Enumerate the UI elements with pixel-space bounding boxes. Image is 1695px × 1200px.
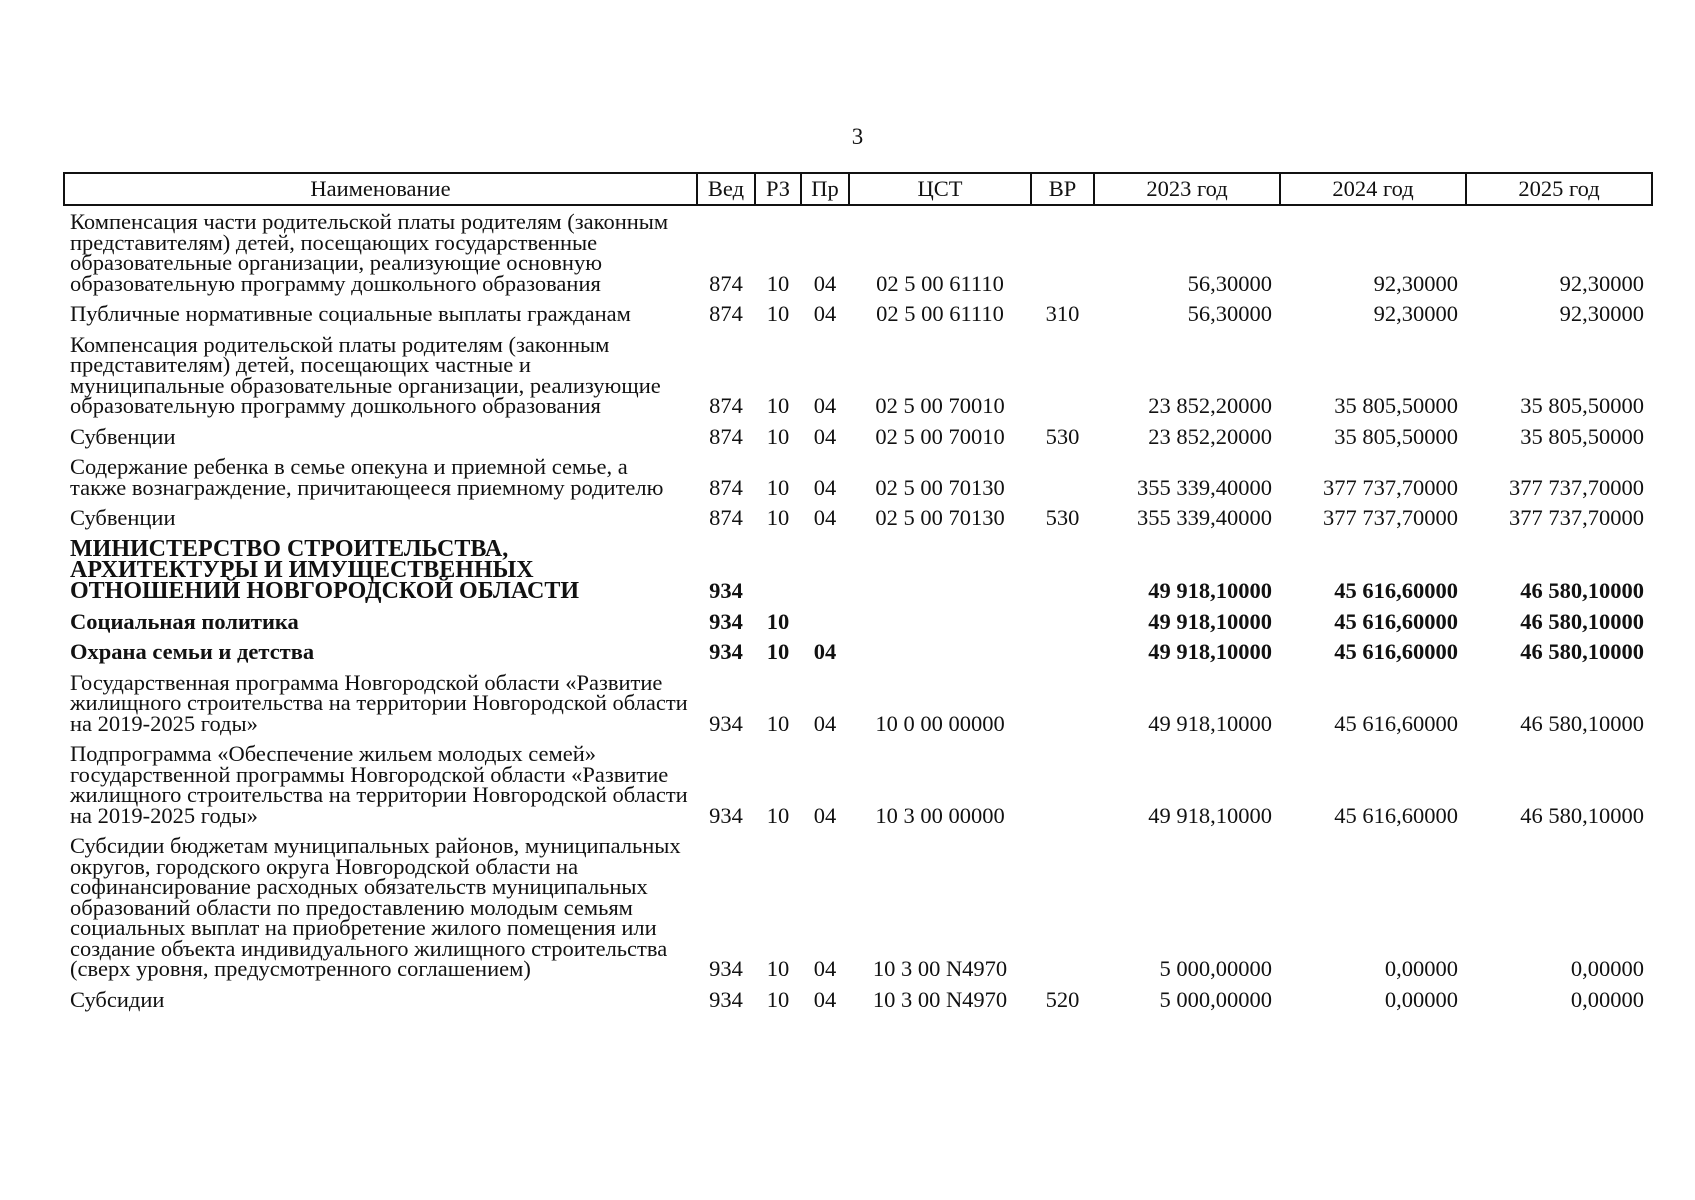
row-amount-2025: 92,30000 xyxy=(1559,301,1644,326)
row-amount-2025: 0,00000 xyxy=(1570,956,1644,981)
row-amount-2024: 92,30000 xyxy=(1373,301,1458,326)
row-pr xyxy=(801,533,849,606)
row-rz: 10 xyxy=(766,710,790,736)
row-cst xyxy=(849,533,1031,606)
table-row xyxy=(64,738,1652,830)
row-rz: 10 xyxy=(766,956,790,981)
table-row xyxy=(64,667,1652,739)
row-cst xyxy=(849,636,1031,667)
row-cst: 02 5 00 61110 xyxy=(876,270,1004,296)
header-name: Наименование xyxy=(64,173,697,205)
header-cst: ЦСТ xyxy=(849,173,1031,205)
table-row xyxy=(64,533,1652,606)
row-name: Субвенции xyxy=(70,423,176,449)
header-pr: Пр xyxy=(801,173,849,205)
row-cst: 10 3 00 N4970 xyxy=(872,956,1008,981)
header-ved: Вед xyxy=(697,173,755,205)
row-ved: 874 xyxy=(709,505,743,530)
row-name: Субсидии xyxy=(70,986,165,1012)
row-vr xyxy=(1031,738,1094,830)
row-ved: 874 xyxy=(709,270,743,296)
row-amount-2023: 49 918,10000 xyxy=(1148,578,1272,603)
row-amount-2025: 46 580,10000 xyxy=(1520,639,1644,664)
row-pr: 04 xyxy=(813,986,837,1012)
row-vr: 310 xyxy=(1045,301,1080,326)
row-cst: 02 5 00 70010 xyxy=(875,423,1005,449)
row-vr: 520 xyxy=(1045,986,1080,1012)
row-ved: 934 xyxy=(709,710,743,736)
table-header-row xyxy=(64,173,1652,205)
row-name: Субсидии бюджетам муниципальных районов, муниципальных округов, городского округа Новгородской области на софинансирование расходных обязательств муниципальных образований области по предоставлению молодым семьям социальных выплат на приобретение жилого помещения или создание объекта индивидуального жилищного строительства (сверх уровня, предусмотренного соглашением) xyxy=(70,833,681,981)
row-amount-2023: 49 918,10000 xyxy=(1148,710,1272,736)
row-ved: 934 xyxy=(709,639,743,664)
header-rz: РЗ xyxy=(755,173,801,205)
row-ved: 874 xyxy=(709,393,743,418)
row-amount-2023: 56,30000 xyxy=(1187,301,1272,326)
row-pr: 04 xyxy=(813,956,837,981)
row-name: Государственная программа Новгородской области «Развитие жилищного строительства на территории Новгородской области на 2019-2025 годы» xyxy=(70,669,688,736)
row-amount-2023: 49 918,10000 xyxy=(1148,802,1272,828)
header-2025: 2025 год xyxy=(1466,173,1652,205)
row-ved: 934 xyxy=(709,608,743,634)
row-rz: 10 xyxy=(766,986,790,1012)
row-amount-2023: 355 339,40000 xyxy=(1137,474,1272,500)
row-amount-2024: 0,00000 xyxy=(1384,956,1458,981)
table-row xyxy=(64,502,1652,533)
row-rz: 10 xyxy=(766,423,790,449)
row-name: Охрана семьи и детства xyxy=(70,639,315,664)
row-amount-2024: 377 737,70000 xyxy=(1323,505,1458,530)
row-cst: 02 5 00 70130 xyxy=(875,474,1005,500)
row-pr: 04 xyxy=(813,393,837,418)
row-amount-2023: 56,30000 xyxy=(1187,270,1272,296)
row-rz: 10 xyxy=(766,802,790,828)
row-amount-2024: 45 616,60000 xyxy=(1334,608,1458,634)
row-amount-2024: 45 616,60000 xyxy=(1334,802,1458,828)
page-number: 3 xyxy=(851,124,864,149)
row-ved: 934 xyxy=(709,802,743,828)
row-name: МИНИСТЕРСТВО СТРОИТЕЛЬСТВА, АРХИТЕКТУРЫ И ИМУЩЕСТВЕННЫХ ОТНОШЕНИЙ НОВГОРОДСКОЙ ОБЛАСТИ xyxy=(70,535,580,604)
row-rz: 10 xyxy=(766,474,790,500)
header-2023: 2023 год xyxy=(1094,173,1280,205)
table-row xyxy=(64,606,1652,637)
table-row xyxy=(64,329,1652,421)
row-amount-2023: 49 918,10000 xyxy=(1148,608,1272,634)
header-vr: ВР xyxy=(1031,173,1094,205)
row-amount-2025: 46 580,10000 xyxy=(1520,802,1644,828)
row-name: Содержание ребенка в семье опекуна и приемной семье, а также вознаграждение, причитающееся приемному родителю xyxy=(70,454,664,500)
table-row xyxy=(64,636,1652,667)
row-amount-2023: 5 000,00000 xyxy=(1159,956,1272,981)
row-amount-2023: 23 852,20000 xyxy=(1148,393,1272,418)
row-name: Компенсация родительской платы родителям (законным представителям) детей, посещающих частные и муниципальные образовательные организации, реализующие образовательную программу дошкольного образования xyxy=(70,331,661,418)
row-pr: 04 xyxy=(813,710,837,736)
row-amount-2025: 46 580,10000 xyxy=(1520,578,1644,603)
row-amount-2025: 0,00000 xyxy=(1570,986,1644,1012)
row-amount-2024: 92,30000 xyxy=(1373,270,1458,296)
row-pr: 04 xyxy=(813,270,837,296)
row-amount-2023: 355 339,40000 xyxy=(1137,505,1272,530)
row-cst xyxy=(849,606,1031,637)
row-ved: 934 xyxy=(709,956,743,981)
row-amount-2025: 46 580,10000 xyxy=(1520,710,1644,736)
row-pr: 04 xyxy=(813,301,837,326)
row-rz: 10 xyxy=(766,505,790,530)
row-vr xyxy=(1031,606,1094,637)
row-name: Социальная политика xyxy=(70,608,299,634)
row-pr xyxy=(801,606,849,637)
row-amount-2025: 92,30000 xyxy=(1559,270,1644,296)
table-row xyxy=(64,830,1652,984)
header-2024: 2024 год xyxy=(1280,173,1466,205)
row-pr: 04 xyxy=(813,505,837,530)
row-pr: 04 xyxy=(813,474,837,500)
row-pr: 04 xyxy=(813,423,837,449)
budget-table xyxy=(63,172,1653,1014)
row-amount-2025: 35 805,50000 xyxy=(1520,423,1644,449)
row-amount-2024: 0,00000 xyxy=(1384,986,1458,1012)
table-row xyxy=(64,421,1652,452)
row-cst: 10 3 00 00000 xyxy=(875,802,1005,828)
row-amount-2024: 35 805,50000 xyxy=(1334,393,1458,418)
row-rz: 10 xyxy=(766,270,790,296)
row-rz: 10 xyxy=(766,639,790,664)
row-pr: 04 xyxy=(813,802,837,828)
row-vr xyxy=(1031,205,1094,298)
table-row xyxy=(64,451,1652,502)
row-ved: 874 xyxy=(709,474,743,500)
row-cst: 10 3 00 N4970 xyxy=(872,986,1008,1012)
row-name: Компенсация части родительской платы родителям (законным представителям) детей, посещающих государственные образовательные организации, реализующие основную образовательную программу дошкольного образования xyxy=(70,209,669,296)
row-vr xyxy=(1031,451,1094,502)
row-amount-2025: 377 737,70000 xyxy=(1509,505,1644,530)
row-amount-2025: 377 737,70000 xyxy=(1509,474,1644,500)
row-amount-2024: 45 616,60000 xyxy=(1334,578,1458,603)
row-ved: 934 xyxy=(709,578,743,603)
row-vr: 530 xyxy=(1045,505,1080,530)
row-amount-2025: 35 805,50000 xyxy=(1520,393,1644,418)
row-amount-2023: 5 000,00000 xyxy=(1159,986,1272,1012)
row-ved: 934 xyxy=(709,986,743,1012)
row-cst: 10 0 00 00000 xyxy=(875,710,1005,736)
row-amount-2025: 46 580,10000 xyxy=(1520,608,1644,634)
row-amount-2023: 49 918,10000 xyxy=(1148,639,1272,664)
table-row xyxy=(64,984,1652,1015)
row-name: Подпрограмма «Обеспечение жильем молодых семей» государственной программы Новгородской области «Развитие жилищного строительства на территории Новгородской области на 2019-2025 годы» xyxy=(70,741,688,828)
row-amount-2024: 45 616,60000 xyxy=(1334,710,1458,736)
row-cst: 02 5 00 70130 xyxy=(875,505,1005,530)
row-name: Публичные нормативные социальные выплаты гражданам xyxy=(70,301,631,326)
row-vr xyxy=(1031,329,1094,421)
row-name: Субвенции xyxy=(70,505,176,530)
row-amount-2024: 45 616,60000 xyxy=(1334,639,1458,664)
row-rz xyxy=(755,533,801,606)
row-rz: 10 xyxy=(766,301,790,326)
row-ved: 874 xyxy=(709,423,743,449)
row-vr: 530 xyxy=(1045,423,1080,449)
row-cst: 02 5 00 61110 xyxy=(876,301,1004,326)
row-cst: 02 5 00 70010 xyxy=(875,393,1005,418)
row-vr xyxy=(1031,667,1094,739)
row-vr xyxy=(1031,830,1094,984)
row-amount-2024: 377 737,70000 xyxy=(1323,474,1458,500)
table-row xyxy=(64,298,1652,329)
row-rz: 10 xyxy=(766,608,790,634)
row-rz: 10 xyxy=(766,393,790,418)
row-ved: 874 xyxy=(709,301,743,326)
row-pr: 04 xyxy=(813,639,837,664)
row-amount-2024: 35 805,50000 xyxy=(1334,423,1458,449)
row-vr xyxy=(1031,533,1094,606)
table-row xyxy=(64,205,1652,298)
row-amount-2023: 23 852,20000 xyxy=(1148,423,1272,449)
row-vr xyxy=(1031,636,1094,667)
